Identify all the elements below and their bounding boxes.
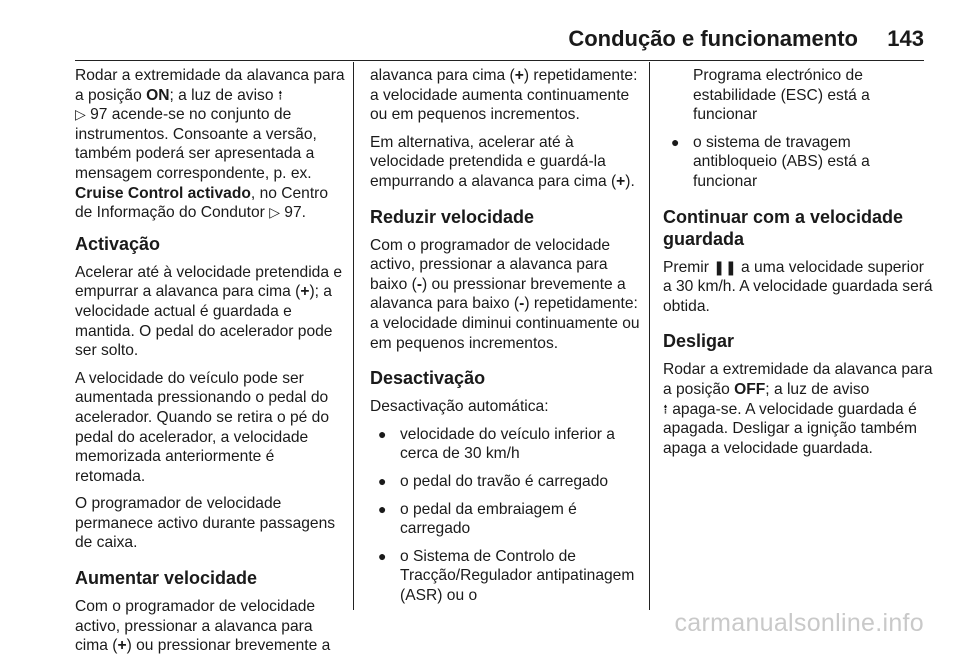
list-item: ● o pedal do travão é carregado [378, 472, 609, 490]
paragraph: Com o programador de velocidade activo, pressionar a alavanca para cima (+) ou pressionar brevemente a [75, 598, 331, 655]
bullet-icon: ● [378, 500, 387, 517]
paragraph: Desactivação automática: [370, 398, 549, 416]
paragraph: Com o programador de velocidade activo, pressionar a alavanca para baixo (-) ou pressionar brevemente a alavanca para baixo (-) repetidamente: a velocidade diminui continuamente ou em pequenos incrementos. [370, 236, 640, 352]
paragraph: A velocidade do veículo pode ser aumentada pressionando o pedal do acelerador. Quando se retira o pé do pedal do acelerador, a velocidade memorizada anteriormente é retomada. [75, 369, 329, 485]
cruise-control-icon: ⭫ [277, 86, 283, 103]
section-heading-activacao: Activação [75, 233, 161, 254]
column-2 [370, 66, 640, 613]
chapter-title: Condução e funcionamento [568, 26, 858, 51]
bullet-list [370, 425, 640, 606]
paragraph: Premir ❚❚ a uma velocidade superior a 30 km/h. A velocidade guardada será obtida. [663, 258, 933, 315]
list-item: ● o pedal da embraiagem é carregado [378, 500, 577, 538]
page-header [75, 20, 924, 61]
list-item: ● velocidade do veículo inferior a cerca de 30 km/h [378, 425, 615, 463]
list-item: ● o Sistema de Controlo de Tracção/Regulador antipatinagem (ASR) ou o [378, 547, 635, 604]
column-divider [649, 62, 650, 610]
list-item: ● o sistema de travagem antibloqueio (ABS) está a funcionar [671, 133, 870, 190]
bullet-icon: ● [378, 472, 387, 489]
reference-arrow-icon: ▷ [269, 204, 280, 221]
on-label: ON [146, 86, 170, 104]
cruise-control-icon: ⭫ [663, 400, 668, 417]
paragraph: Em alternativa, acelerar até à velocidade pretendida e guardá-la empurrando a alavanca para cima (+). [370, 133, 635, 190]
pause-icon: ❚❚ [713, 258, 737, 275]
section-heading-desligar: Desligar [663, 331, 735, 352]
bullet-icon: ● [671, 133, 680, 150]
list-item-continuation: Programa electrónico de estabilidade (ESC) está a funcionar [693, 67, 870, 124]
off-label: OFF [734, 380, 766, 398]
reference-arrow-icon: ▷ [75, 106, 86, 123]
paragraph: Acelerar até à velocidade pretendida e empurrar a alavanca para cima (+); a velocidade actual é guardada e mantida. O pedal do acelerador pode ser solto. [75, 263, 343, 360]
column-1 [75, 66, 345, 664]
section-heading-desactivacao: Desactivação [370, 368, 486, 389]
paragraph: Rodar a extremidade da alavanca para a posição ON; a luz de aviso ⭫ ▷ 97 acende-se no conjunto de instrumentos. Consoante a versão, também poderá ser apresentada a mensagem correspondente, p. ex. Cruise Control activado, no Centro de Informação do Condutor ▷ 97. [75, 67, 345, 222]
bullet-list [663, 133, 933, 192]
paragraph: alavanca para cima (+) repetidamente: a velocidade aumenta continuamente ou em pequenos incrementos. [370, 67, 638, 124]
bullet-icon: ● [378, 425, 387, 442]
bullet-icon: ● [378, 547, 387, 564]
section-heading-reduzir: Reduzir velocidade [370, 206, 535, 227]
paragraph: O programador de velocidade permanece activo durante passagens de caixa. [75, 495, 336, 552]
section-heading-continuar: Continuar com a velocidade guardada [663, 206, 904, 249]
page-number: 143 [887, 26, 924, 51]
message-text: Cruise Control activado [75, 184, 251, 202]
section-heading-aumentar: Aumentar velocidade [75, 568, 258, 589]
paragraph: Rodar a extremidade da alavanca para a posição OFF; a luz de aviso ⭫ apaga-se. A velocidade guardada é apagada. Desligar a ignição também apaga a velocidade guardada. [663, 361, 933, 457]
watermark: carmanualsonline.info [674, 609, 924, 637]
column-3 [663, 66, 933, 466]
column-divider [353, 62, 354, 610]
